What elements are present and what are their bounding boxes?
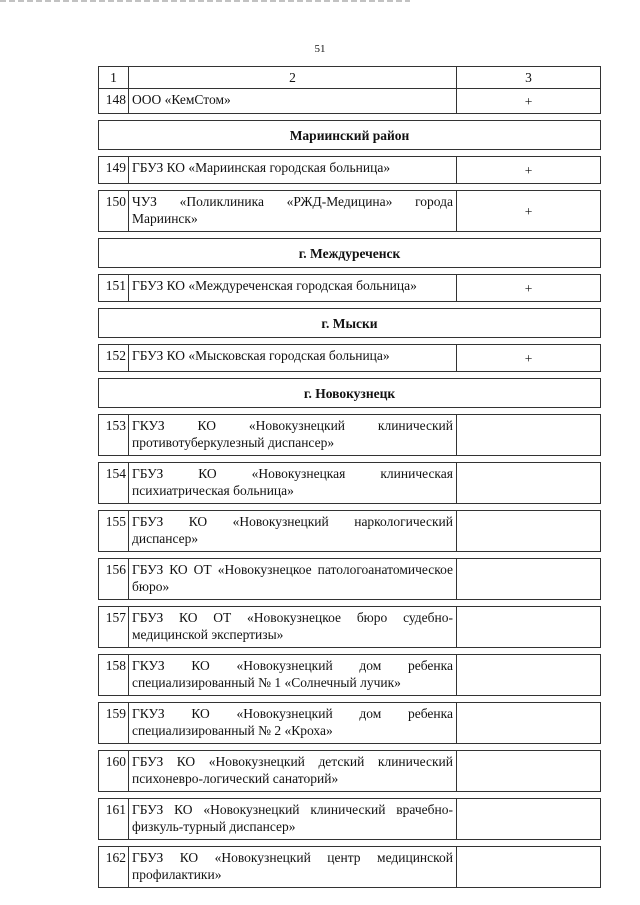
organization-name: ГБУЗ КО «Новокузнецкий центр медицинской профилактики» [129,847,457,888]
page-number: 51 [314,43,326,55]
row-spacer [99,600,601,607]
table-row [99,847,601,888]
section-spacer [99,372,601,379]
row-spacer [99,184,601,191]
table-row [99,275,601,302]
row-number: 156 [99,559,129,600]
participation-mark [457,559,601,600]
spacer-cell [99,840,601,847]
row-number: 160 [99,751,129,792]
table-row [99,191,601,232]
organization-name: ГБУЗ КО ОТ «Новокузнецкое бюро судебно-медицинской экспертизы» [129,607,457,648]
spacer-cell [99,408,601,415]
participation-mark [457,511,601,552]
section-title: г. Междуреченск [99,239,601,268]
spacer-cell [99,372,601,379]
section-spacer [99,114,601,121]
row-number: 158 [99,655,129,696]
organization-name: ГБУЗ КО «Мариинская городская больница» [129,157,457,184]
row-number: 151 [99,275,129,302]
organization-name: ГБУЗ КО «Междуреченская городская больница» [129,275,457,302]
organization-name: ГБУЗ КО «Новокузнецкий клинический врачебно-физкуль-турный диспансер» [129,799,457,840]
spacer-cell [99,338,601,345]
participation-mark [457,799,601,840]
participation-mark [457,607,601,648]
participation-mark: + [457,191,601,232]
participation-mark [457,655,601,696]
row-spacer [99,744,601,751]
participation-mark: + [457,89,601,114]
section-row [99,239,601,268]
table-row [99,157,601,184]
organization-name: ГБУЗ КО «Мысковская городская больница» [129,345,457,372]
organization-name: ООО «КемСтом» [129,89,457,114]
row-number: 152 [99,345,129,372]
table-row [99,511,601,552]
table-row [99,703,601,744]
table-row [99,463,601,504]
section-title: г. Новокузнецк [99,379,601,408]
spacer-cell [99,552,601,559]
row-spacer [99,648,601,655]
row-spacer [99,552,601,559]
table-row [99,607,601,648]
row-number: 149 [99,157,129,184]
participation-mark [457,415,601,456]
participation-mark: + [457,157,601,184]
organization-name: ЧУЗ «Поликлиника «РЖД-Медицина» города Мариинск» [129,191,457,232]
row-spacer [99,150,601,157]
table-row [99,751,601,792]
section-spacer [99,232,601,239]
spacer-cell [99,150,601,157]
organization-name: ГБУЗ КО «Новокузнецкий наркологический диспансер» [129,511,457,552]
spacer-cell [99,792,601,799]
organization-name: ГКУЗ КО «Новокузнецкий клинический противотуберкулезный диспансер» [129,415,457,456]
row-number: 148 [99,89,129,114]
row-spacer [99,456,601,463]
row-number: 161 [99,799,129,840]
section-title: Мариинский район [99,121,601,150]
column-header-2: 2 [129,67,457,89]
row-spacer [99,504,601,511]
row-number: 159 [99,703,129,744]
row-spacer [99,840,601,847]
spacer-cell [99,114,601,121]
participation-mark [457,751,601,792]
section-row [99,379,601,408]
section-spacer [99,302,601,309]
row-spacer [99,408,601,415]
spacer-cell [99,504,601,511]
organization-name: ГКУЗ КО «Новокузнецкий дом ребенка специализированный № 2 «Кроха» [129,703,457,744]
column-header-3: 3 [457,67,601,89]
spacer-cell [99,648,601,655]
organization-name: ГБУЗ КО ОТ «Новокузнецкое патологоанатомическое бюро» [129,559,457,600]
spacer-cell [99,456,601,463]
scan-top-line [0,0,410,2]
spacer-cell [99,302,601,309]
section-row [99,121,601,150]
spacer-cell [99,268,601,275]
organizations-table [98,66,601,888]
row-number: 157 [99,607,129,648]
organization-name: ГБУЗ КО «Новокузнецкий детский клинический психоневро-логический санаторий» [129,751,457,792]
row-spacer [99,792,601,799]
table-row [99,799,601,840]
participation-mark [457,703,601,744]
spacer-cell [99,184,601,191]
row-spacer [99,338,601,345]
row-spacer [99,696,601,703]
participation-mark [457,463,601,504]
spacer-cell [99,696,601,703]
table-row [99,559,601,600]
section-row [99,309,601,338]
row-spacer [99,268,601,275]
organization-name: ГКУЗ КО «Новокузнецкий дом ребенка специализированный № 1 «Солнечный лучик» [129,655,457,696]
spacer-cell [99,232,601,239]
row-number: 153 [99,415,129,456]
spacer-cell [99,600,601,607]
table-row [99,415,601,456]
participation-mark: + [457,345,601,372]
row-number: 155 [99,511,129,552]
spacer-cell [99,744,601,751]
row-number: 154 [99,463,129,504]
row-number: 150 [99,191,129,232]
section-title: г. Мыски [99,309,601,338]
table-row [99,89,601,114]
participation-mark [457,847,601,888]
participation-mark: + [457,275,601,302]
organization-name: ГБУЗ КО «Новокузнецкая клиническая психиатрическая больница» [129,463,457,504]
table-row [99,345,601,372]
table-header-row [99,67,601,89]
column-header-1: 1 [99,67,129,89]
table-row [99,655,601,696]
row-number: 162 [99,847,129,888]
